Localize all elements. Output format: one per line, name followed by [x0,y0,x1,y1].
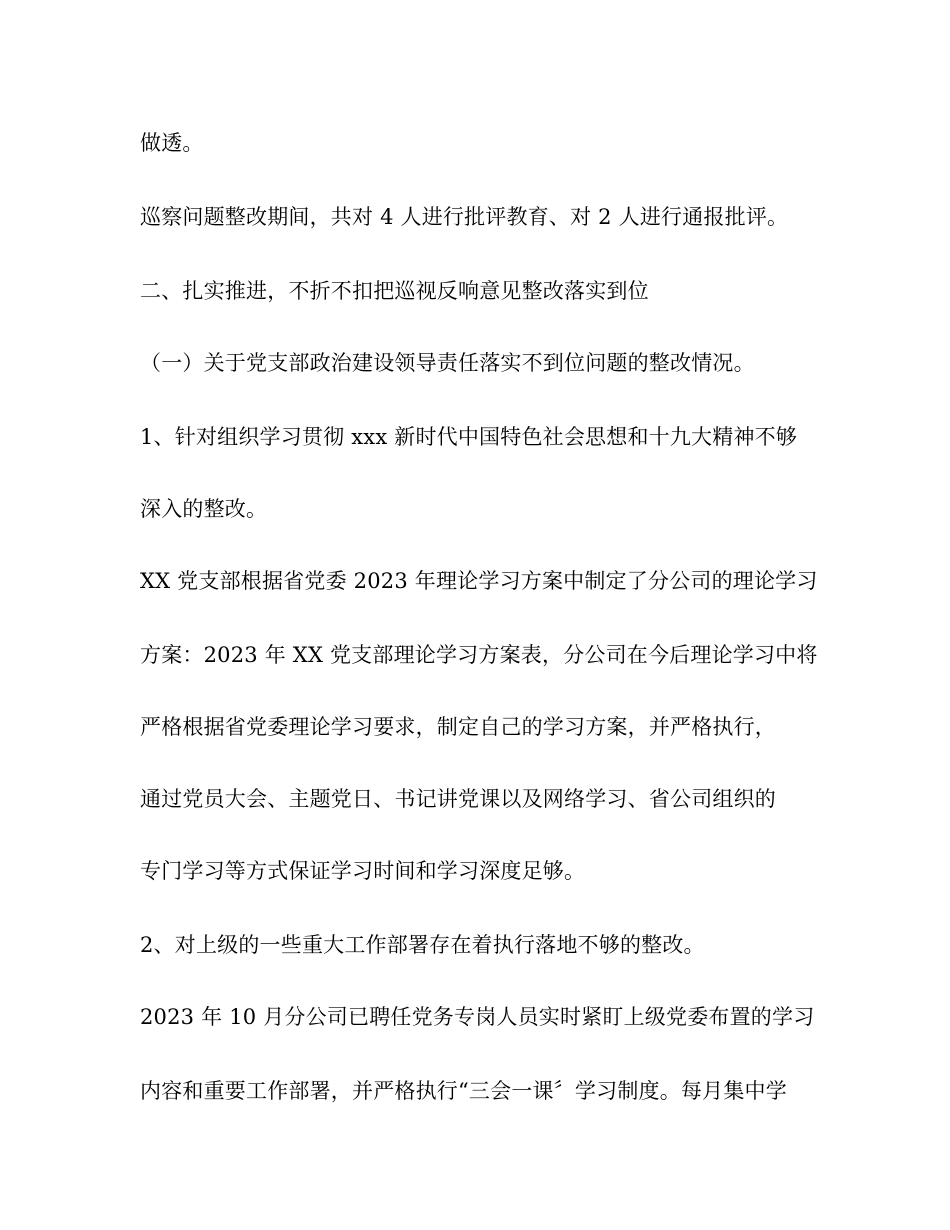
text-line: 巡察问题整改期间，共对 4 人进行批评教育、对 2 人进行通报批评。 [140,205,789,229]
text-line: 1、针对组织学习贯彻 xxx 新时代中国特色社会思想和十九大精神不够 [140,425,798,449]
text-line: 深入的整改。 [140,497,268,521]
text-line: 2023 年 10 月分公司已聘任党务专岗人员实时紧盯上级党委布置的学习 [140,1005,815,1029]
text-line: 专门学习等方式保证学习时间和学习深度足够。 [140,859,586,883]
text-line: 严格根据省党委理论学习要求，制定自己的学习方案，并严格执行， [140,715,776,739]
text-line: XX 党支部根据省党委 2023 年理论学习方案中制定了分公司的理论学习 [140,569,818,593]
text-line: 通过党员大会、主题党日、书记讲党课以及网络学习、省公司组织的 [140,787,776,811]
text-line: 2、对上级的一些重大工作部署存在着执行落地不够的整改。 [140,933,705,957]
text-line: 内容和重要工作部署，并严格执行“三会一课〞学习制度。每月集中学 [140,1079,787,1103]
text-line: 二、扎实推进，不折不扣把巡视反响意见整改落实到位 [140,279,649,303]
text-line: 方案：2023 年 XX 党支部理论学习方案表，分公司在今后理论学习中将 [140,643,818,667]
text-line: 做透。 [140,131,204,155]
text-line: （一）关于党支部政治建设领导责任落实不到位问题的整改情况。 [140,351,755,375]
